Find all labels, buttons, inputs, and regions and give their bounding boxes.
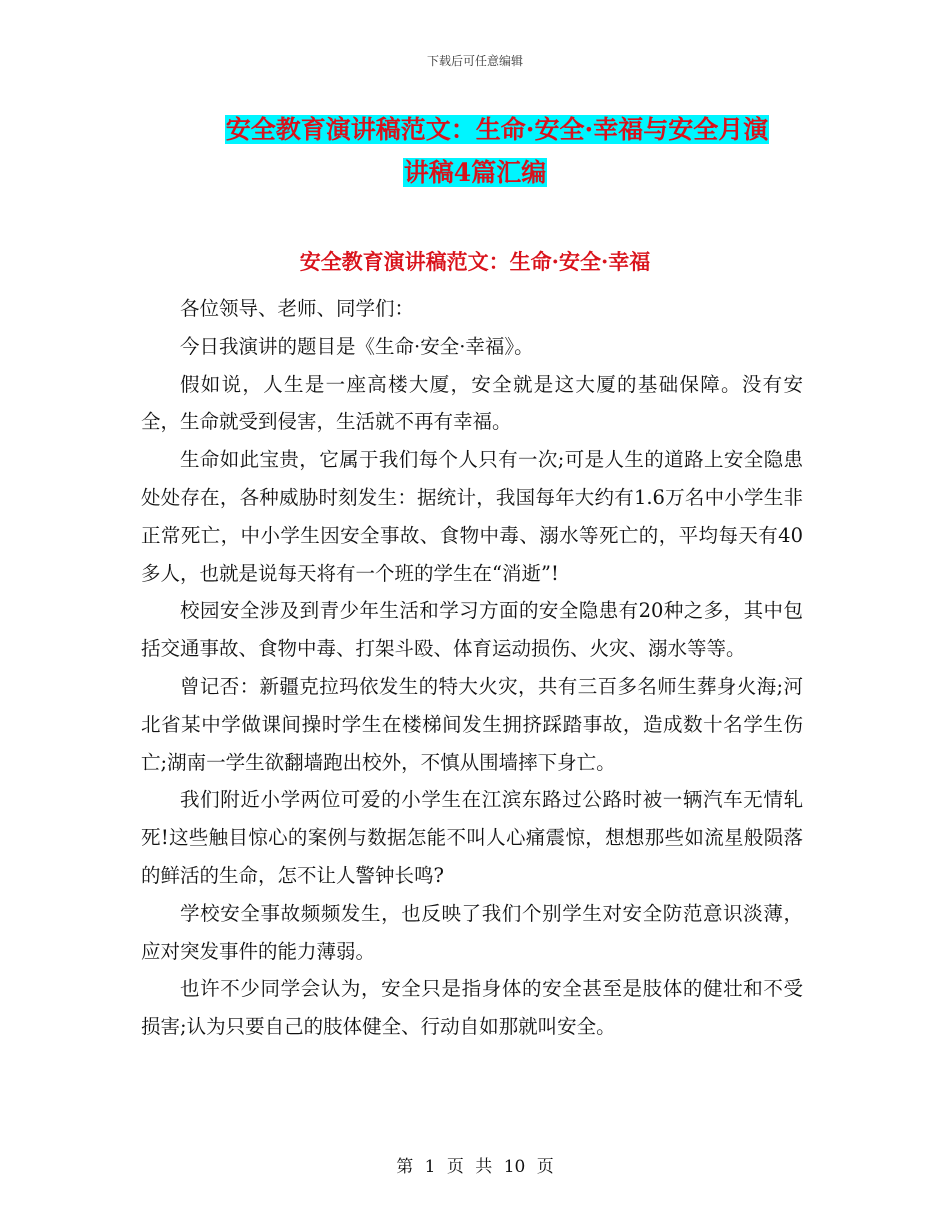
document-title-line-1 [22,111,950,149]
paragraph: 生命如此宝贵，它属于我们每个人只有一次;可是人生的道路上安全隐患处处存在，各种威胁时刻发生：据统计，我国每年大约有1.6万名中小学生非正常死亡，中小学生因安全事故、食物中毒、溺水等死亡的，平均每天有40多人，也就是说每天将有一个班的学生在“消逝”! [141,448,803,585]
paragraph: 也许不少同学会认为，安全只是指身体的安全甚至是肢体的健壮和不受损害;认为只要自己的肢体健全、行动自如那就叫安全。 [141,977,803,1039]
paragraph-salutation: 各位领导、老师、同学们： [180,297,415,320]
paragraph: 曾记否：新疆克拉玛依发生的特大火灾，共有三百多名师生葬身火海;河北省某中学做课间操时学生在楼梯间发生拥挤踩踏事故，造成数十名学生伤亡;湖南一学生欲翻墙跑出校外，不慎从围墙摔下身亡。 [141,674,803,774]
paragraph: 我们附近小学两位可爱的小学生在江滨东路过公路时被一辆汽车无情轧死!这些触目惊心的案例与数据怎能不叫人心痛震惊，想想那些如流星般陨落的鲜活的生命，怎不让人警钟长鸣? [141,788,803,887]
speech-body [141,290,803,1046]
section-title: 安全教育演讲稿范文：生命·安全·幸福 [299,249,651,274]
paragraph-topic: 今日我演讲的题目是《生命·安全·幸福》。 [180,334,534,358]
paragraph: 学校安全事故频频发生，也反映了我们个别学生对安全防范意识淡薄，应对突发事件的能力薄弱。 [141,901,803,963]
header-note: 下载后可任意编辑 [426,54,523,68]
paragraph: 校园安全涉及到青少年生活和学习方面的安全隐患有20种之多，其中包括交通事故、食物中毒、打架斗殴、体育运动损伤、火灾、溺水等等。 [141,599,803,661]
document-title-text-1: 安全教育演讲稿范文：生命·安全·幸福与安全月演 [225,115,769,144]
document-title-line-2 [0,154,950,192]
paragraph: 假如说，人生是一座高楼大厦，安全就是这大厦的基础保障。没有安全，生命就受到侵害，生活就不再有幸福。 [141,372,803,434]
page-number: 第 1 页 共 10 页 [396,1157,554,1177]
document-title-text-2: 讲稿4篇汇编 [403,158,547,187]
